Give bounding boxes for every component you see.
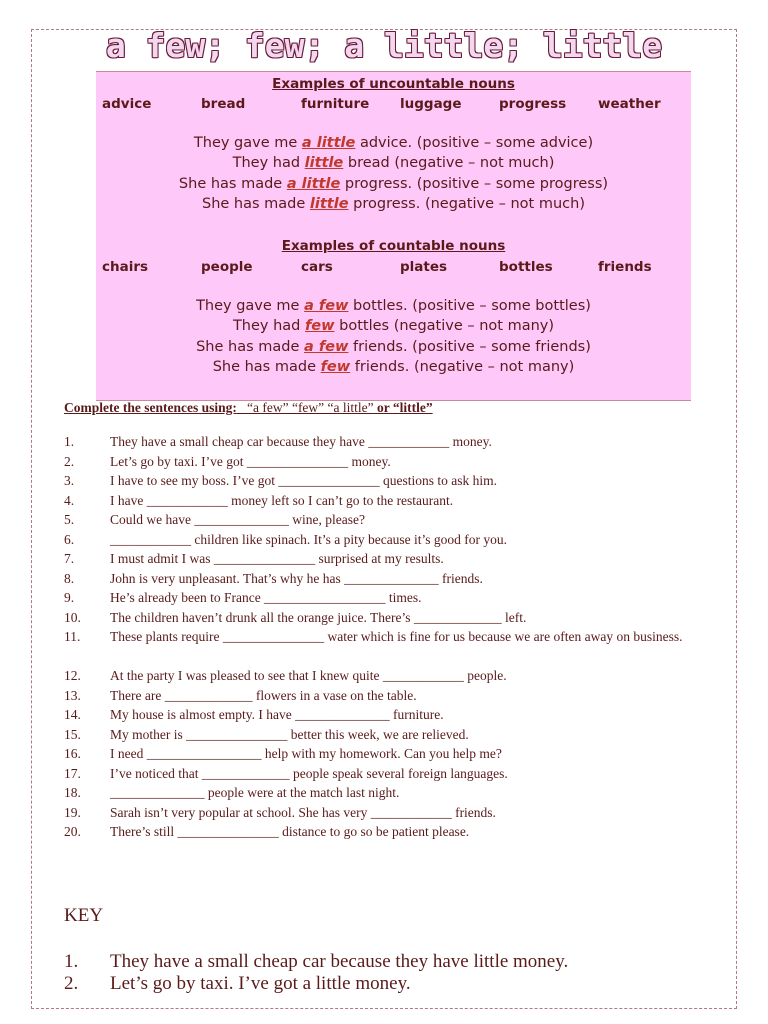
noun-item: bottles bbox=[499, 259, 553, 275]
exercise-item: 3. I have to see my boss. I’ve got _______________ questions to ask him. bbox=[64, 473, 497, 488]
noun-item: cars bbox=[301, 259, 333, 275]
example-sentence: She has made a little progress. (positive – some progress) bbox=[178, 176, 609, 192]
noun-item: progress bbox=[499, 96, 567, 112]
example-sentence: She has made few friends. (negative – not many) bbox=[212, 359, 575, 375]
noun-item: friends bbox=[598, 259, 652, 275]
example-sentence: They gave me a little advice. (positive – some advice) bbox=[193, 135, 594, 151]
exercise-item: 1. They have a small cheap car because they have ____________ money. bbox=[64, 434, 492, 449]
exercise-item: 8. John is very unpleasant. That’s why he has ______________ friends. bbox=[64, 570, 483, 586]
exercise-item: 12. At the party I was pleased to see that I knew quite ____________ people. bbox=[64, 668, 507, 683]
noun-item: luggage bbox=[400, 96, 462, 112]
exercise-item: 17. I’ve noticed that _____________ people speak several foreign languages. bbox=[64, 765, 508, 781]
example-sentence: They had little bread (negative – not much) bbox=[232, 155, 555, 171]
exercise-item: 7. I must admit I was _______________ surprised at my results. bbox=[64, 551, 444, 566]
exercise-item: 15. My mother is _______________ better this week, we are relieved. bbox=[64, 726, 469, 742]
noun-item: furniture bbox=[301, 96, 370, 112]
example-sentence: She has made little progress. (negative – not much) bbox=[202, 196, 585, 212]
exercise-item: 20. There’s still _______________ distance to go so be patient please. bbox=[64, 824, 470, 839]
instructions: Complete the sentences using: “a few” “few” “a little” or “little” bbox=[64, 400, 433, 415]
countable-heading: Examples of countable nouns bbox=[281, 238, 506, 254]
exercise-item: 5. Could we have ______________ wine, please? bbox=[64, 512, 365, 527]
noun-item: bread bbox=[201, 96, 246, 112]
noun-item: chairs bbox=[102, 259, 149, 275]
exercise-item: 10. The children haven’t drunk all the orange juice. There’s _____________ left. bbox=[64, 609, 527, 625]
exercise-item: 2. Let’s go by taxi. I’ve got _______________ money. bbox=[64, 453, 391, 469]
noun-item: advice bbox=[102, 96, 152, 112]
exercise-item: 11. These plants require _______________ water which is fine for us because we are often away on business. bbox=[64, 629, 683, 644]
exercise-item: 9. He’s already been to France __________________ times. bbox=[64, 590, 422, 605]
countable-nouns-row bbox=[96, 259, 691, 277]
exercise-list bbox=[64, 432, 724, 842]
noun-item: plates bbox=[400, 259, 448, 275]
example-sentence: They gave me a few bottles. (positive – some bottles) bbox=[196, 298, 591, 314]
key-answer: 2. Let’s go by taxi. I’ve got a little money. bbox=[64, 973, 411, 994]
noun-item: weather bbox=[598, 96, 661, 112]
key-answer: 1. They have a small cheap car because they have little money. bbox=[64, 951, 569, 972]
exercise-item: 19. Sarah isn’t very popular at school. She has very ____________ friends. bbox=[64, 804, 496, 820]
exercise-item: 6. ____________ children like spinach. It’s a pity because it’s good for you. bbox=[64, 531, 508, 547]
example-sentence: They had few bottles (negative – not many) bbox=[232, 318, 555, 334]
exercise-item: 14. My house is almost empty. I have ______________ furniture. bbox=[64, 707, 444, 722]
example-sentence: She has made a few friends. (positive – some friends) bbox=[196, 339, 591, 355]
noun-item: people bbox=[201, 259, 253, 275]
exercise-item: 4. I have ____________ money left so I can’t go to the restaurant. bbox=[64, 492, 454, 508]
exercise-item: 18. ______________ people were at the match last night. bbox=[64, 785, 400, 800]
uncountable-heading: Examples of uncountable nouns bbox=[272, 76, 515, 92]
exercise-item: 13. There are _____________ flowers in a vase on the table. bbox=[64, 687, 417, 703]
key-heading: KEY bbox=[64, 905, 104, 926]
examples-box bbox=[96, 71, 691, 401]
page-title: a few; few; a little; little bbox=[105, 26, 663, 65]
uncountable-nouns-row bbox=[96, 96, 691, 114]
exercise-item: 16. I need _________________ help with my homework. Can you help me? bbox=[64, 746, 502, 761]
